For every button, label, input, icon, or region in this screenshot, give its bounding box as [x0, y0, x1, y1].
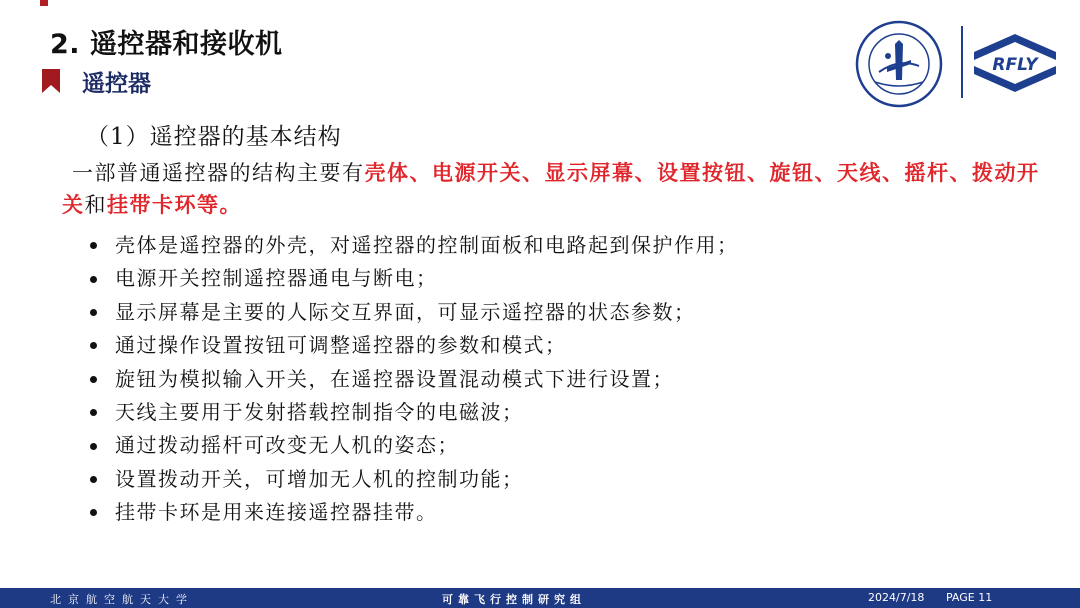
logo-area — [855, 20, 1060, 104]
bullet-list — [62, 229, 1042, 530]
bullet-text: 显示屏幕是主要的人际交互界面，可显示遥控器的状态参数； — [115, 299, 696, 324]
beihang-university-seal-logo — [855, 20, 943, 108]
bullet-text: 设置拨动开关，可增加无人机的控制功能； — [115, 466, 524, 491]
slide-title: 2. 遥控器和接收机 — [50, 29, 283, 60]
logo-divider — [961, 26, 963, 98]
intro-prefix: 一部普通遥控器的结构主要有 — [72, 161, 365, 185]
rfly-logo — [972, 32, 1058, 94]
intro-paragraph — [62, 157, 1042, 221]
footer-university: 北京航空航天大学 — [50, 593, 194, 606]
intro-joiner: 和 — [84, 193, 107, 217]
bullet-dot-icon — [90, 409, 97, 416]
section-heading: （1）遥控器的基本结构 — [86, 124, 342, 150]
bullet-dot-icon — [90, 276, 97, 283]
list-item — [90, 363, 1042, 396]
top-accent-bar — [40, 0, 48, 6]
bullet-text: 壳体是遥控器的外壳，对遥控器的控制面板和电路起到保护作用； — [115, 233, 739, 257]
list-item — [90, 329, 1042, 362]
list-item — [90, 396, 1042, 429]
subtitle-row — [42, 66, 151, 96]
list-item — [90, 463, 1042, 496]
footer-page-number: PAGE 11 — [946, 591, 993, 604]
footer-bar — [0, 588, 1080, 608]
bullet-text: 天线主要用于发射搭载控制指令的电磁波； — [115, 400, 524, 425]
bullet-text: 挂带卡环是用来连接遥控器挂带。 — [115, 500, 438, 525]
slide-content — [62, 118, 1042, 530]
footer-research-group: 可靠飞行控制研究组 — [442, 593, 586, 606]
intro-highlight-components: 壳体、电源开关、显示屏幕、设置按钮、旋钮、天线、摇杆、拨动开关 — [62, 160, 1040, 217]
intro-highlight-strap-ring: 挂带卡环等。 — [107, 192, 242, 217]
svg-text:RFLY: RFLY — [992, 55, 1038, 75]
list-item — [90, 262, 1042, 295]
bullet-dot-icon — [90, 342, 97, 349]
bullet-dot-icon — [90, 242, 97, 249]
list-item — [90, 496, 1042, 529]
bookmark-flag-icon — [42, 69, 60, 93]
bullet-dot-icon — [90, 376, 97, 383]
list-item — [90, 229, 1042, 262]
list-item — [90, 429, 1042, 462]
bullet-text: 电源开关控制遥控器通电与断电； — [115, 266, 438, 291]
bullet-dot-icon — [90, 443, 97, 450]
slide-subtitle: 遥控器 — [82, 70, 151, 97]
list-item — [90, 296, 1042, 329]
bullet-dot-icon — [90, 476, 97, 483]
footer-date: 2024/7/18 — [868, 591, 925, 604]
bullet-text: 通过拨动摇杆可改变无人机的姿态； — [115, 433, 459, 458]
bullet-text: 旋钮为模拟输入开关，在遥控器设置混动模式下进行设置； — [115, 366, 674, 391]
bullet-text: 通过操作设置按钮可调整遥控器的参数和模式； — [115, 333, 567, 358]
bullet-dot-icon — [90, 509, 97, 516]
bullet-dot-icon — [90, 309, 97, 316]
